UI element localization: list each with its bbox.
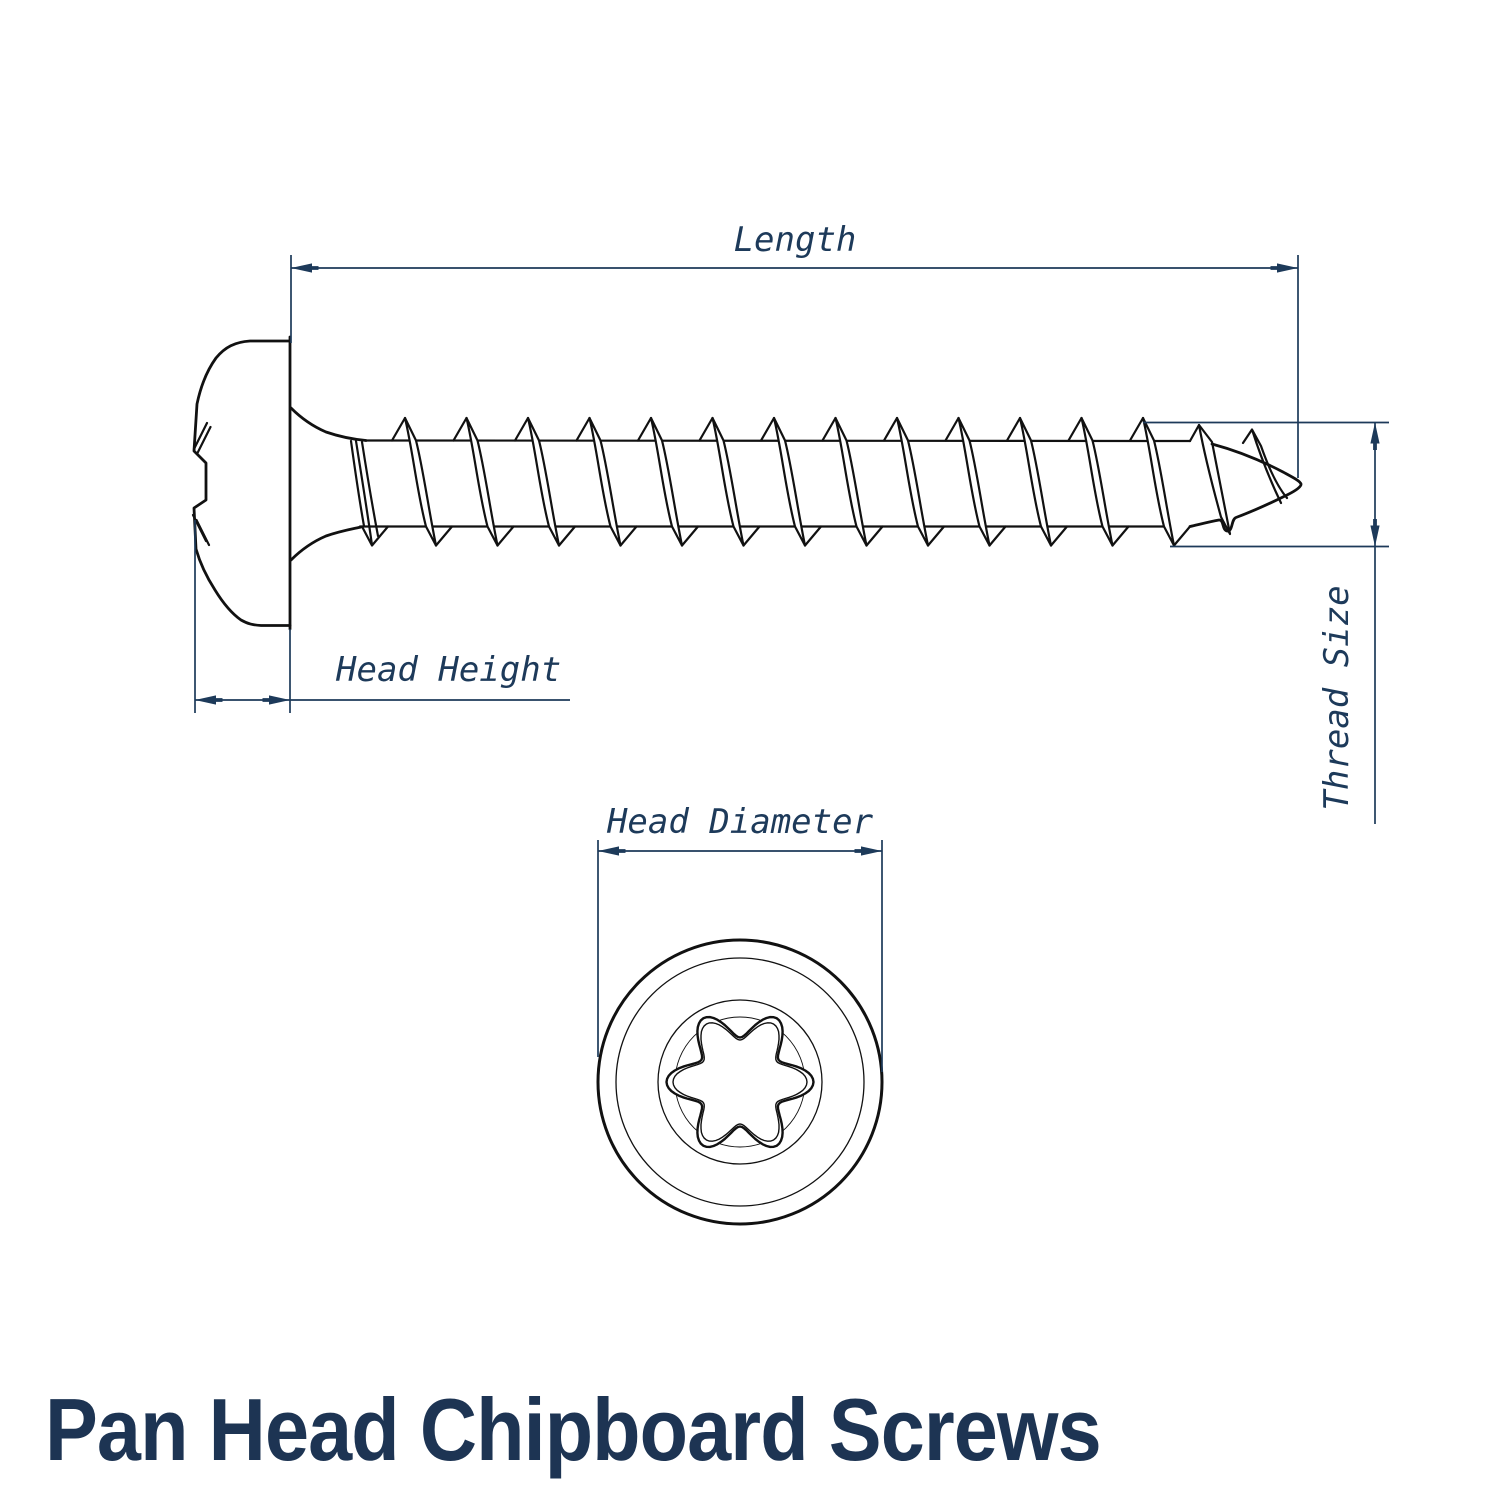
torx-recess-outer <box>667 1017 814 1147</box>
head-height-arrow-left <box>195 695 223 704</box>
dimension-head-height <box>195 520 570 713</box>
head-height-arrow-right <box>263 695 291 704</box>
thread-size-arrow-bottom <box>1370 519 1379 547</box>
head-height-label: Head Height <box>336 650 562 690</box>
length-extension-lines <box>291 255 1298 478</box>
length-arrow-left <box>291 263 319 272</box>
length-label: Length <box>733 220 857 260</box>
length-arrow-right <box>1271 263 1299 272</box>
dimension-thread-size <box>1143 423 1389 825</box>
head-diameter-arrow-right <box>855 846 883 855</box>
thread-size-arrow-top <box>1370 423 1379 451</box>
tip-thread-crest <box>1243 430 1287 504</box>
screw-head-profile <box>194 341 290 626</box>
head-height-extension-lines <box>195 520 290 713</box>
dimension-head-diameter <box>598 802 882 1072</box>
screw-side-view <box>193 337 1301 629</box>
screw-top-view <box>598 940 882 1224</box>
page-title: Pan Head Chipboard Screws <box>45 1380 1101 1479</box>
screw-neck <box>291 408 366 560</box>
thread-size-label: Thread Size <box>1317 585 1357 811</box>
head-diameter-label: Head Diameter <box>606 802 874 842</box>
head-diameter-arrow-left <box>598 846 626 855</box>
